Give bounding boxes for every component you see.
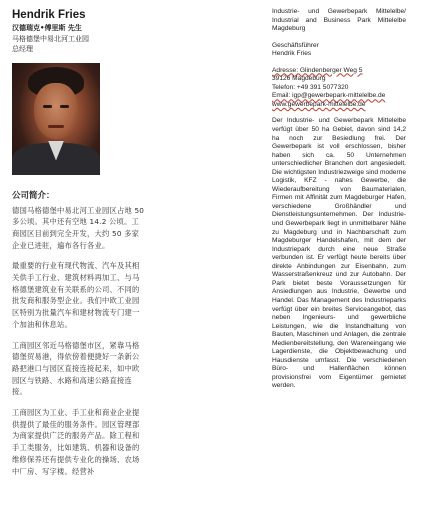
- photo-face: [34, 83, 78, 139]
- german-column: [272, 8, 406, 391]
- address-line-1: Adresse: Glindenberger Weg 5: [272, 66, 363, 74]
- role-name: Hendrik Fries: [272, 50, 312, 58]
- company-profile-heading: 公司简介：: [12, 190, 55, 201]
- german-body-text: Der Industrie- und Gewerbepark Mittelelbe verfügt über 50 ha Gebiet, davon sind 14,2 ha noch zur Besiedlung frei. Der Gewerbepark ist voll erschlossen, bisher haben sich ca. 50 Unternehmen unterschiedlicher Branchen dort angesiedelt. Die wichtigsten Industriezweige sind moderne Logistik, KFZ - nahes Gewerbe, die Wiederaufbereitung von Baumaterialen, Firmen mit Affinität zum Magdeburger Hafen, verschiedene Großhändler und Dienstleistungsunternehmen. Der Industrie- und Gewerbepark liegt in unmittelbarer Nähe zu Magdeburg und in Nachbarschaft zum Magdeburger Handelshafen, mit dem der Industriepark durch eine neue Straße verbunden ist. Er verfügt heute bereits über direkte Anbindungen zur Eisenbahn, zum Wasserstraßenkreuz und zur Autobahn. Der Park bietet beste Voraussetzungen für Ansiedlungen aus Industrie, Gewerbe und Handel. Das Management des Industrieparks verfügt über ein breites Serviceangebot, das neben Ingenieurs- und gewerbliche Leistungen, wie die Instandhaltung von Bauten, Maschinen und Anlagen, die zentrale Medienbereitstellung, den Wareneingang wie Lagerdienste, die Objektbewachung und Hausdienste umfasst. Die verschiedenen Büro- und Hallenflächen können provisionsfrei vom Eigentümer gemietet werden.: [272, 117, 406, 390]
- photo-mouth: [48, 125, 64, 128]
- website-link[interactable]: www.gewerbepark-mittelelbe.de: [272, 100, 366, 108]
- cn-paragraph-1: 德国马格德堡中易北河工业园区占地 50 多公顷。其中还有空地 14.2 公顷。工商园区目前到完全开发，大约 50 多家企业已进驻，遍布各行各业。: [12, 205, 145, 250]
- phone: Telefon: +49 391 5077320: [272, 83, 349, 91]
- address-line-2: 39126 Magdeburg: [272, 75, 326, 83]
- photo-eye-left: [43, 105, 52, 108]
- cn-paragraph-2: 最重要的行业有现代物流、汽车及其相关供手工行业、建筑材料再加工、与马格德堡建筑业有关联系的公司、不同的批发商和服务型企业。我们中欧工业园区特别为批量汽车和建材物流专门建一个加油和休息站。: [12, 261, 140, 329]
- portrait-photo: [12, 63, 100, 175]
- person-name: Hendrik Fries: [12, 9, 86, 21]
- subtitle-line-3: 总经理: [12, 45, 33, 53]
- cn-paragraph-4: 工商园区为工业、手工业和商业企业提供提供了最佳的服务条件。园区管理部为商家提供广泛的服务产品。除工程和手工类服务，比如建筑、机器和设备的维修保养还有提供专业化的操场、农场中厂房、写字楼。经营补: [12, 408, 140, 476]
- chinese-column: [12, 8, 145, 486]
- email-link[interactable]: Email: igp@gewerbepark-mittelelbe.de: [272, 92, 386, 100]
- subtitle-line-1: 汉德瑞克•傅里斯 先生: [12, 24, 82, 32]
- subtitle-line-2: 马格德堡中易北河工业园: [12, 34, 89, 43]
- cn-paragraph-3: 工商园区邻近马格德堡市区，紧靠马格德堡贸易港，得依傍着便捷好一条新公路把港口与园区直接连接起来，如中欧园区与铁路、水路和高速公路直接连接。: [12, 340, 140, 397]
- role-label: Geschäftsführer: [272, 41, 319, 49]
- photo-eye-right: [60, 105, 69, 108]
- park-name: Industrie- und Gewerbepark Mittelelbe/ Industrial and Business Park Mittelelbe Magdeburg: [272, 8, 406, 33]
